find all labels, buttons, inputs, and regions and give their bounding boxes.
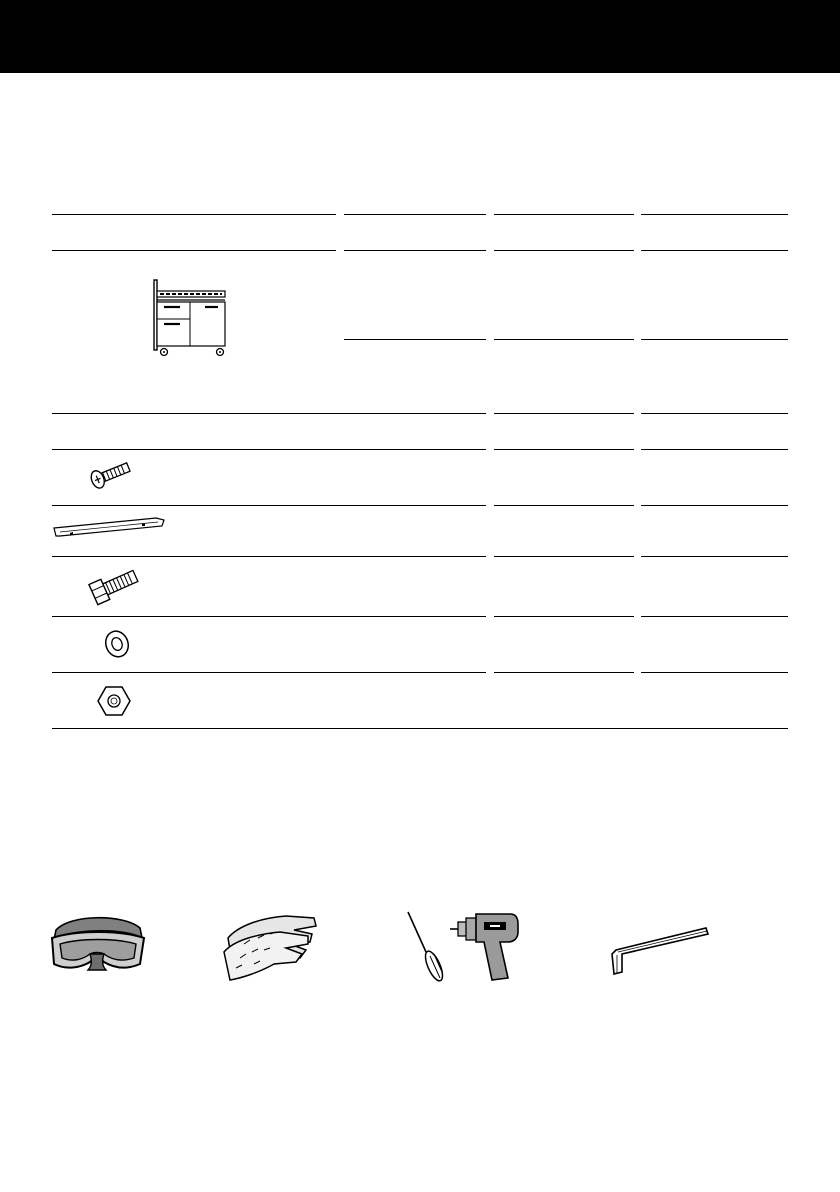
table-rule <box>494 616 634 617</box>
table-rule <box>641 505 788 506</box>
drill-icon <box>450 914 518 980</box>
table-rule <box>494 250 634 251</box>
table-rule <box>494 672 634 673</box>
table-rule <box>52 728 788 729</box>
table-rule <box>641 339 788 340</box>
table-rule <box>494 339 634 340</box>
washer-icon <box>102 628 132 660</box>
phillips-screw-icon <box>86 458 134 492</box>
allen-key-icon <box>606 924 712 978</box>
table-rule <box>52 556 486 557</box>
table-rule <box>344 339 486 340</box>
header-bar <box>0 0 840 73</box>
table-rule <box>52 616 486 617</box>
table-rule <box>641 672 788 673</box>
table-rule <box>494 556 634 557</box>
table-rule <box>344 250 486 251</box>
table-rule <box>641 556 788 557</box>
hex-nut-icon <box>96 684 132 718</box>
work-gloves-icon <box>220 908 320 982</box>
screwdriver-icon <box>408 912 446 983</box>
table-rule <box>641 250 788 251</box>
table-rule <box>52 672 486 673</box>
safety-goggles-icon <box>46 908 148 976</box>
hex-bolt-icon <box>84 566 142 608</box>
table-rule <box>641 449 788 450</box>
table-rule <box>52 214 336 215</box>
table-rule <box>641 616 788 617</box>
table-rule <box>52 250 336 251</box>
table-rule <box>494 214 634 215</box>
table-rule <box>52 449 486 450</box>
screwdriver-and-drill-icon <box>400 908 524 984</box>
bracket-strip-icon <box>52 514 166 540</box>
table-rule <box>52 505 486 506</box>
table-rule <box>494 413 634 414</box>
grill-cart-icon <box>150 278 230 360</box>
table-rule <box>494 449 634 450</box>
table-rule <box>641 413 788 414</box>
table-rule <box>641 214 788 215</box>
table-rule <box>52 413 486 414</box>
table-rule <box>344 214 486 215</box>
table-rule <box>494 505 634 506</box>
